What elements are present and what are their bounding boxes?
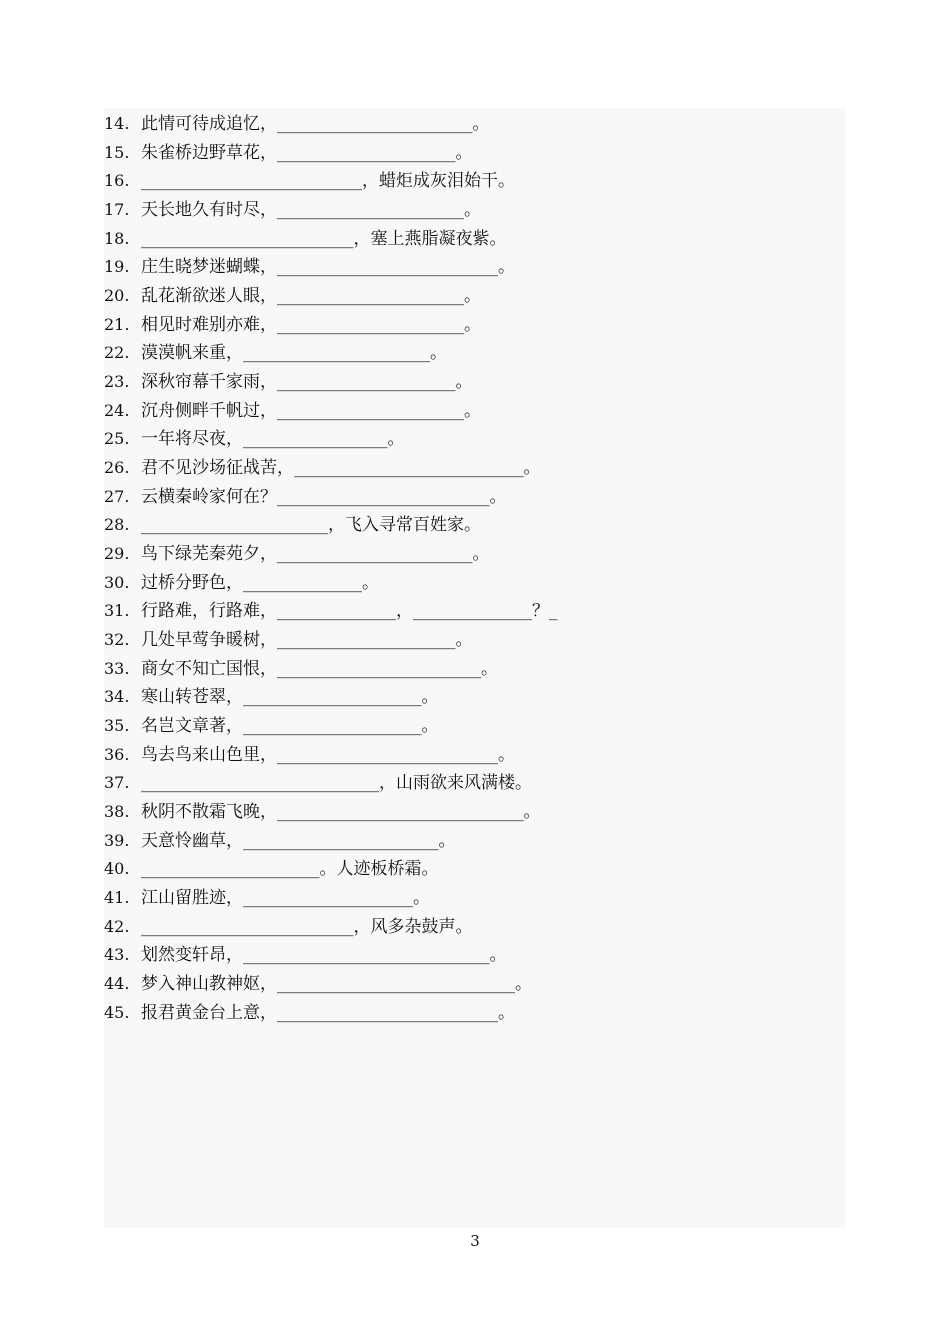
question-line xyxy=(104,339,846,368)
question-line xyxy=(104,196,846,225)
question-number: 37. xyxy=(104,773,130,793)
question-number: 19. xyxy=(104,257,130,277)
question-number: 17. xyxy=(104,200,130,220)
question-text: 深秋帘幕千家雨，_____________________。 xyxy=(141,372,473,393)
question-text: 云横秦岭家何在？_________________________。 xyxy=(141,486,507,507)
question-number: 18. xyxy=(104,228,130,248)
question-number: 26. xyxy=(104,458,130,478)
question-text: 秋阴不散霜飞晚，_____________________________。 xyxy=(141,802,541,823)
question-line xyxy=(104,425,846,454)
question-line xyxy=(104,368,846,397)
question-list xyxy=(104,110,846,1028)
question-number: 43. xyxy=(104,945,130,965)
question-text: 鸟下绿芜秦苑夕，_______________________。 xyxy=(141,544,490,565)
question-number: 22. xyxy=(104,343,130,363)
question-text: 庄生晓梦迷蝴蝶，__________________________。 xyxy=(141,257,515,278)
question-text: 江山留胜迹，____________________。 xyxy=(141,888,430,909)
question-text: _____________________。人迹板桥霜。 xyxy=(141,859,439,880)
question-line xyxy=(104,970,846,999)
question-text: 天意怜幽草，_______________________。 xyxy=(141,830,456,851)
question-line xyxy=(104,741,846,770)
question-text: 天长地久有时尽，______________________。 xyxy=(141,200,481,221)
question-number: 34. xyxy=(104,687,130,707)
question-text: 商女不知亡国恨，________________________。 xyxy=(141,658,498,679)
question-number: 45. xyxy=(104,1002,130,1022)
question-line xyxy=(104,110,846,139)
question-line xyxy=(104,827,846,856)
question-text: 报君黄金台上意，__________________________。 xyxy=(141,1002,515,1023)
question-text: 乱花渐欲迷人眼，______________________。 xyxy=(141,286,481,307)
question-number: 38. xyxy=(104,802,130,822)
question-line xyxy=(104,225,846,254)
question-text: 沉舟侧畔千帆过，______________________。 xyxy=(141,400,481,421)
question-number: 25. xyxy=(104,429,130,449)
page-content xyxy=(104,108,846,1228)
question-line xyxy=(104,655,846,684)
page-number: 3 xyxy=(470,1232,480,1250)
question-text: 相见时难别亦难，______________________。 xyxy=(141,314,481,335)
question-number: 40. xyxy=(104,859,130,879)
question-text: 名岂文章著，_____________________。 xyxy=(141,716,439,737)
question-number: 21. xyxy=(104,314,130,334)
question-line xyxy=(104,683,846,712)
question-line xyxy=(104,884,846,913)
question-line xyxy=(104,253,846,282)
question-line xyxy=(104,597,846,626)
question-text: ______________________，飞入寻常百姓家。 xyxy=(141,515,481,536)
question-text: 鸟去鸟来山色里，__________________________。 xyxy=(141,744,515,765)
question-line xyxy=(104,712,846,741)
question-text: 梦入神山教神妪，____________________________。 xyxy=(141,974,532,995)
question-line xyxy=(104,999,846,1028)
question-line xyxy=(104,311,846,340)
question-number: 31. xyxy=(104,601,130,621)
question-text: 朱雀桥边野草花，_____________________。 xyxy=(141,142,473,163)
question-line xyxy=(104,454,846,483)
question-line xyxy=(104,626,846,655)
question-number: 23. xyxy=(104,372,130,392)
question-number: 29. xyxy=(104,544,130,564)
question-number: 42. xyxy=(104,916,130,936)
question-line xyxy=(104,913,846,942)
question-number: 36. xyxy=(104,744,130,764)
question-text: _________________________，塞上燕脂凝夜紫。 xyxy=(141,228,507,249)
question-text: 行路难，行路难，______________，______________？_ xyxy=(141,601,558,622)
question-number: 16. xyxy=(104,171,130,191)
question-number: 24. xyxy=(104,400,130,420)
question-text: 漠漠帆来重，______________________。 xyxy=(141,343,447,364)
question-text: 几处早莺争暖树，_____________________。 xyxy=(141,630,473,651)
question-number: 15. xyxy=(104,142,130,162)
question-number: 41. xyxy=(104,888,130,908)
question-line xyxy=(104,540,846,569)
question-number: 20. xyxy=(104,286,130,306)
question-number: 35. xyxy=(104,716,130,736)
question-number: 28. xyxy=(104,515,130,535)
question-line xyxy=(104,769,846,798)
question-line xyxy=(104,139,846,168)
question-text: ____________________________，山雨欲来风满楼。 xyxy=(141,773,532,794)
question-number: 32. xyxy=(104,630,130,650)
question-text: _________________________，风多杂鼓声。 xyxy=(141,916,473,937)
question-line xyxy=(104,282,846,311)
question-line xyxy=(104,798,846,827)
question-text: 寒山转苍翠，_____________________。 xyxy=(141,687,439,708)
question-number: 27. xyxy=(104,486,130,506)
question-line xyxy=(104,511,846,540)
question-number: 30. xyxy=(104,572,130,592)
question-number: 39. xyxy=(104,830,130,850)
question-line xyxy=(104,569,846,598)
question-line xyxy=(104,483,846,512)
question-line xyxy=(104,855,846,884)
question-text: 过桥分野色，______________。 xyxy=(141,572,379,593)
question-number: 14. xyxy=(104,114,130,133)
question-text: 此情可待成追忆，_______________________。 xyxy=(141,114,490,134)
question-text: 君不见沙场征战苦，___________________________。 xyxy=(141,458,541,479)
question-text: 一年将尽夜，_________________。 xyxy=(141,429,405,450)
question-line xyxy=(104,167,846,196)
question-number: 44. xyxy=(104,974,130,994)
question-text: __________________________，蜡炬成灰泪始干。 xyxy=(141,171,515,192)
question-number: 33. xyxy=(104,658,130,678)
question-line xyxy=(104,941,846,970)
question-line xyxy=(104,397,846,426)
question-text: 划然变轩昂，_____________________________。 xyxy=(141,945,507,966)
